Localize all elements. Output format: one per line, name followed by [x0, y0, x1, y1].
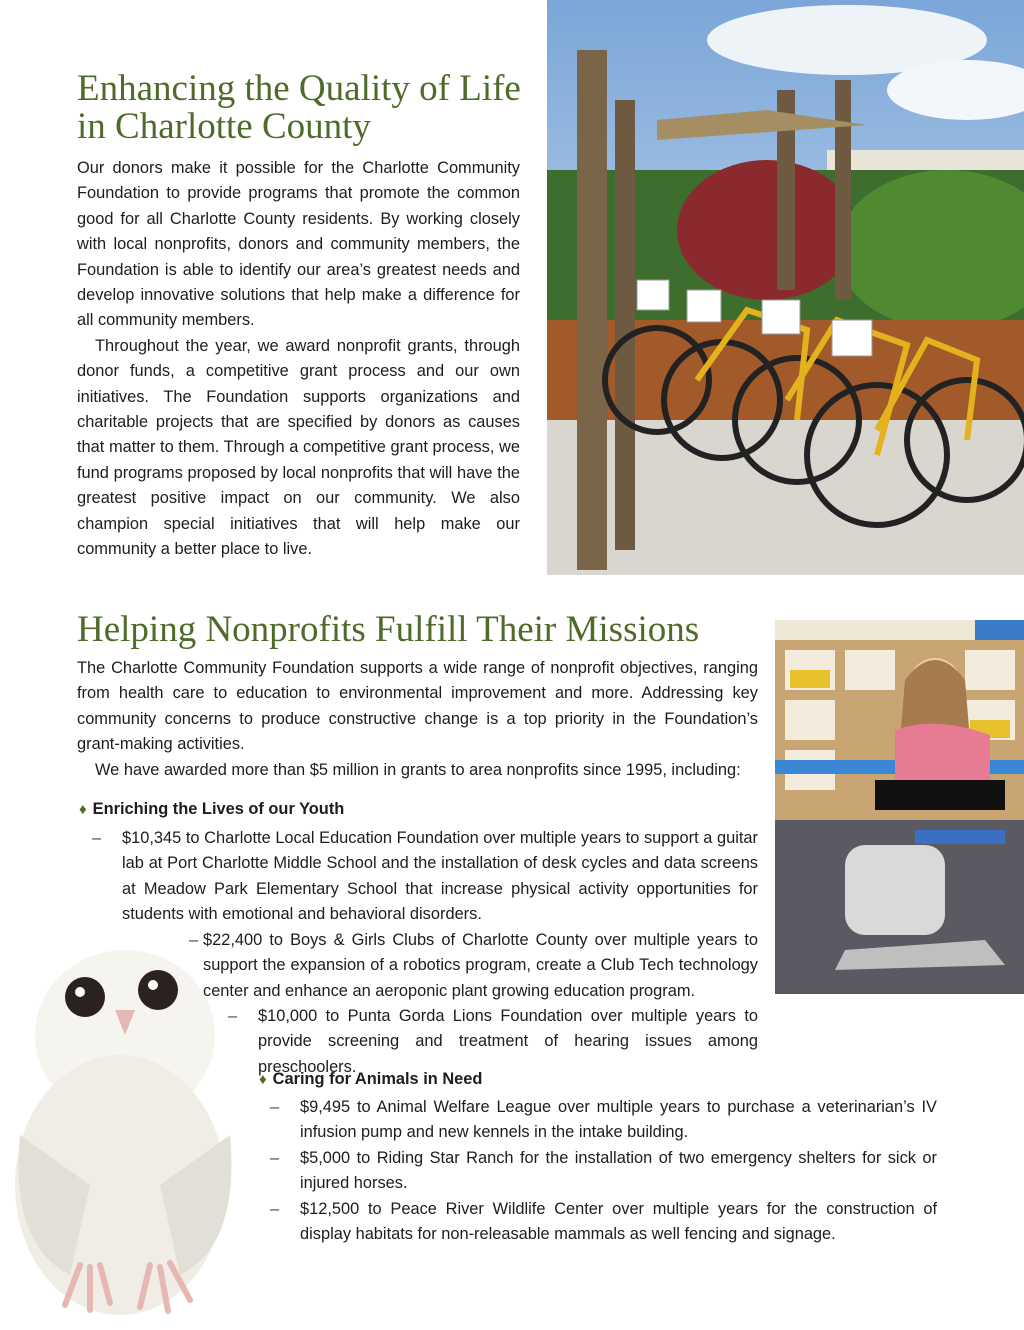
animals-item-2: [270, 1146, 937, 1197]
dash-bullet-icon: –: [228, 1007, 238, 1025]
animals-item-1-text: $9,495 to Animal Welfare League over multiple years to purchase a veterinarian’s IV infusion pump and new kennels in the intake building.: [300, 1098, 937, 1142]
animals-item-2-text: $5,000 to Riding Star Ranch for the installation of two emergency shelters for sick or injured horses.: [300, 1149, 937, 1193]
youth-item-2: [189, 928, 758, 1004]
dash-bullet-icon: –: [270, 1200, 280, 1218]
youth-heading: [79, 800, 344, 819]
youth-item-1-text: $10,345 to Charlotte Local Education Foundation over multiple years to support a guitar lab at Port Charlotte Middle School and the installation of desk cycles and data screens at Meadow Park Elementary School that increase physical activity opportunities for students with emotional and behavioral disorders.: [122, 829, 758, 924]
dash-bullet-icon: –: [92, 829, 102, 847]
section1-body: [77, 156, 520, 563]
youth-item-3: [228, 1004, 758, 1080]
diamond-bullet-icon: ♦: [259, 1071, 267, 1088]
section1-title-line2: in Charlotte County: [77, 106, 371, 147]
youth-heading-label: Enriching the Lives of our Youth: [92, 800, 345, 818]
section1-title-line1: Enhancing the Quality of Life: [77, 68, 521, 109]
section2-body: [77, 656, 758, 783]
dash-bullet-icon: –: [189, 931, 199, 949]
section2-para1: The Charlotte Community Foundation supports a wide range of nonprofit objectives, ranging from health care to education to environmental improvement and more. Addressing key community concerns to produce constructive change is a top priority in the Foundation’s grant-making activities.: [77, 659, 758, 754]
diamond-bullet-icon: ♦: [79, 801, 87, 818]
animals-item-3-text: $12,500 to Peace River Wildlife Center over multiple years for the construction of display habitats for non-releasable mammals as well fencing and signage.: [300, 1200, 937, 1244]
animals-heading: [259, 1070, 482, 1089]
bicycles-photo: [547, 0, 1024, 575]
youth-item-3-text: $10,000 to Punta Gorda Lions Foundation over multiple years to provide screening and treatment of hearing issues among preschoolers.: [258, 1007, 758, 1076]
white-owl-photo: [10, 935, 240, 1315]
section1-para1: Our donors make it possible for the Charlotte Community Foundation to provide programs that promote the common good for all Charlotte County residents. By working closely with local nonprofits, donors and community members, the Foundation is able to identify our area’s greatest needs and develop innovative solutions that help make a difference for all community members.: [77, 159, 520, 330]
section2-title: Helping Nonprofits Fulfill Their Missions: [77, 609, 700, 650]
girl-desk-cycle-photo: [775, 620, 1024, 994]
animals-heading-label: Caring for Animals in Need: [272, 1070, 483, 1088]
animals-item-3: [270, 1197, 937, 1248]
youth-item-2-text: $22,400 to Boys & Girls Clubs of Charlotte County over multiple years to support the expansion of a robotics program, create a Club Tech technology center and enhance an aeroponic plant growing education program.: [203, 931, 758, 1000]
dash-bullet-icon: –: [270, 1098, 280, 1116]
youth-item-1: [92, 826, 758, 928]
section1-title: [77, 70, 521, 146]
section1-para2: Throughout the year, we award nonprofit grants, through donor funds, a competitive grant process and our own initiatives. The Foundation supports organizations and charitable projects that are specified by donors as causes that matter to them. Through a competitive grant process, we fund programs proposed by local nonprofits that will have the greatest positive impact on our community. We also champion special initiatives that will help make our community a better place to live.: [77, 336, 520, 559]
section2-para2: We have awarded more than $5 million in grants to area nonprofits since 1995, including:: [95, 760, 741, 779]
dash-bullet-icon: –: [270, 1149, 280, 1167]
animals-item-1: [270, 1095, 937, 1146]
